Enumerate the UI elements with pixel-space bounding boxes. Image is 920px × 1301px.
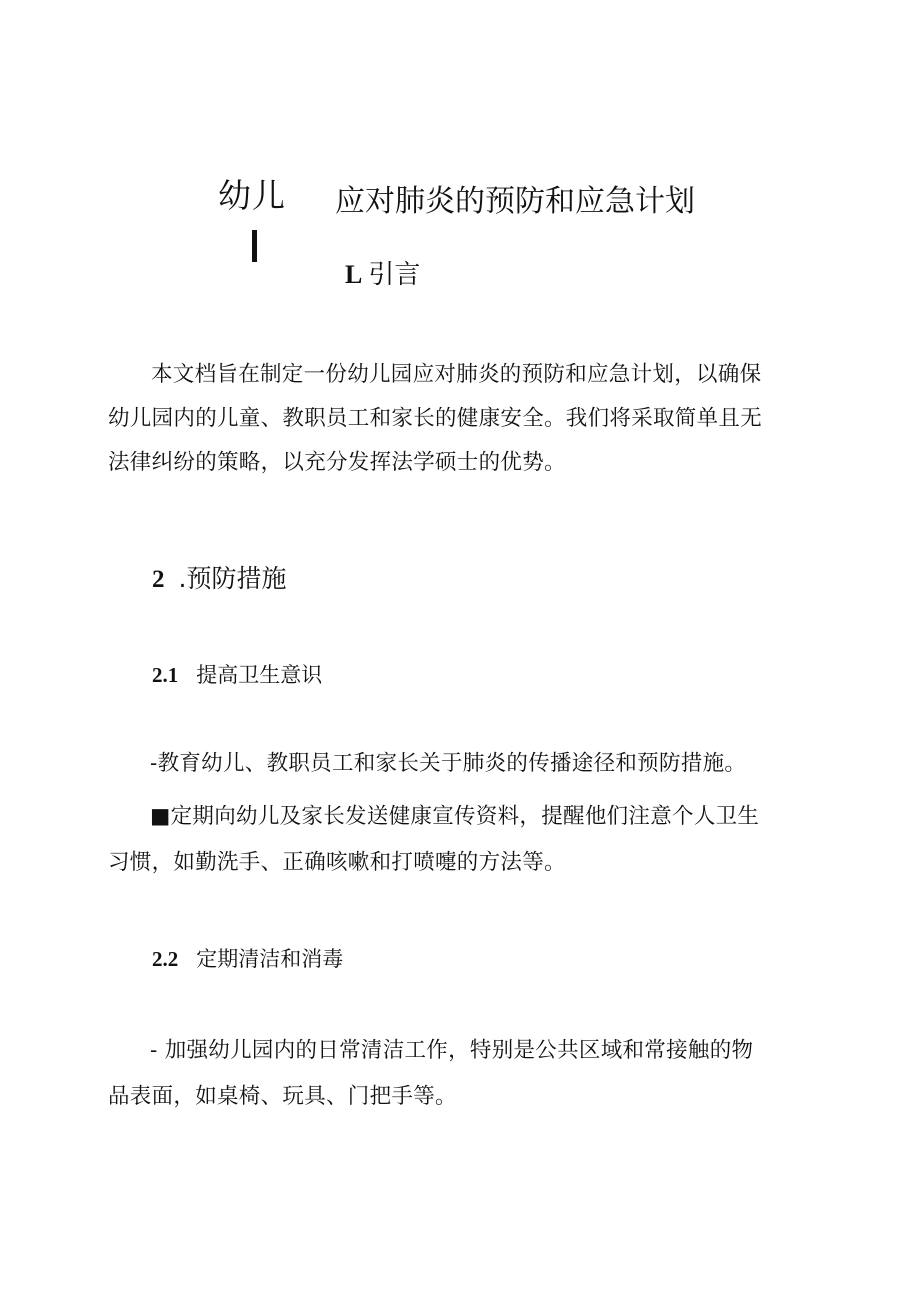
paragraph-line: 本文档旨在制定一份幼儿园应对肺炎的预防和应急计划，以确保 — [151, 362, 762, 387]
heading-hygiene-awareness — [152, 660, 322, 690]
paragraph-line: 习惯，如勤洗手、正确咳嗽和打喷嚏的方法等。 — [108, 850, 566, 875]
paragraph-line: 法律纠纷的策略，以充分发挥法学硕士的优势。 — [108, 450, 566, 475]
paragraph-line: - 加强幼儿园内的日常清洁工作，特别是公共区域和常接触的物 — [150, 1038, 754, 1063]
paragraph-line: ■定期向幼儿及家长发送健康宣传资料，提醒他们注意个人卫生 — [150, 804, 760, 829]
heading-number: 2 — [152, 566, 165, 593]
list-item-health-materials — [108, 794, 810, 886]
title-left-fragment: 幼儿 — [218, 176, 286, 215]
list-item-daily-cleaning — [108, 1028, 810, 1120]
heading-cleaning-disinfection — [152, 944, 343, 974]
heading-number: 2.1 — [152, 663, 179, 687]
document-title: 应对肺炎的预防和应急计划 — [335, 184, 695, 219]
intro-paragraph — [108, 353, 808, 485]
heading-number: 2.2 — [152, 947, 179, 971]
list-item-education: -教育幼儿、教职员工和家长关于肺炎的传播途径和预防措施。 — [150, 751, 747, 776]
paragraph-line: 幼儿园内的儿童、教职员工和家长的健康安全。我们将采取简单且无 — [108, 406, 763, 431]
heading-introduction — [345, 257, 420, 293]
heading-text: 引言 — [368, 260, 421, 290]
heading-text: 提高卫生意识 — [196, 663, 323, 687]
heading-text: .预防措施 — [178, 564, 287, 593]
paragraph-line: 品表面，如桌椅、玩具、门把手等。 — [108, 1084, 457, 1109]
heading-number: L — [345, 260, 363, 289]
heading-text: 定期清洁和消毒 — [196, 947, 344, 971]
title-vertical-bar — [252, 230, 257, 262]
heading-prevention-measures — [152, 562, 286, 597]
